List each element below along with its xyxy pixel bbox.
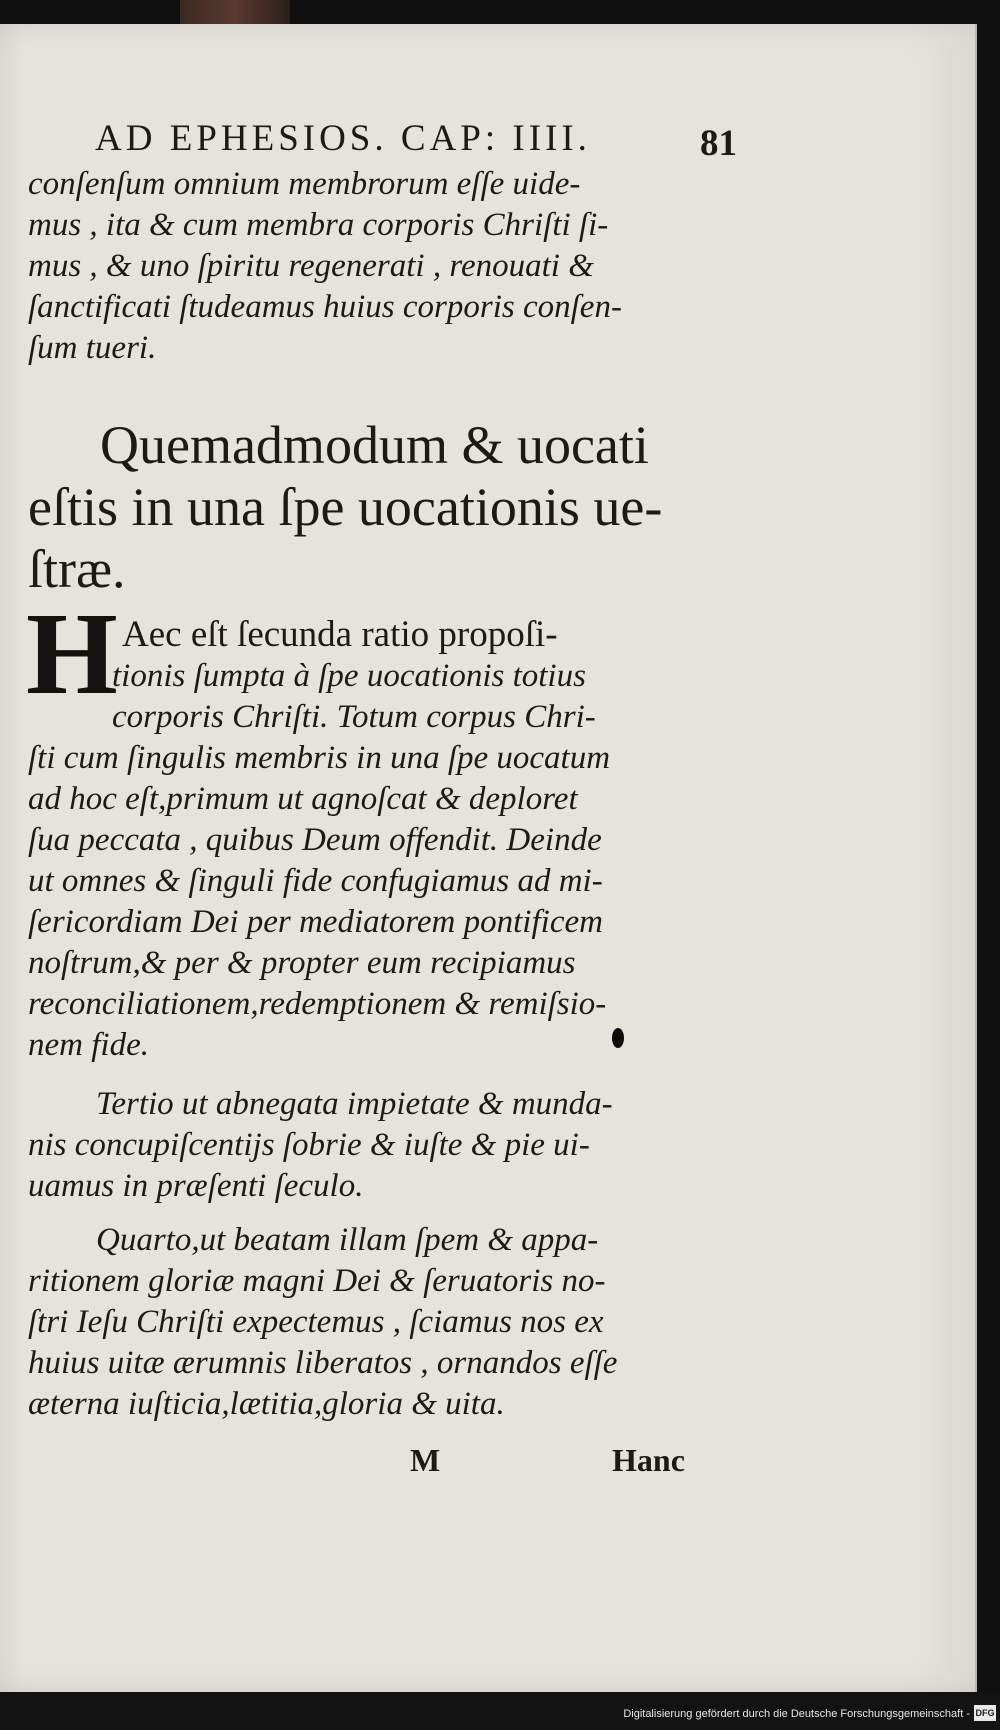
commentary-paragraph xyxy=(28,738,610,1066)
text-line: Tertio ut abnegata impietate & munda- xyxy=(96,1086,613,1122)
catchword: Hanc xyxy=(612,1442,685,1478)
binding-stain xyxy=(180,0,290,24)
quarto-paragraph xyxy=(28,1220,617,1425)
signature-mark: M xyxy=(410,1442,441,1478)
text-line: ſua peccata , quibus Deum offendit. Deinde xyxy=(28,822,602,858)
text-line: nem fide. xyxy=(28,1027,149,1063)
text-line: uamus in præſenti ſeculo. xyxy=(28,1168,364,1204)
book-page xyxy=(0,24,977,1692)
footer-credit: Digitalisierung gefördert durch die Deutsche Forschungsgemeinschaft - xyxy=(623,1708,970,1720)
text-line: ritionem gloriæ magni Dei & ſeruatoris no- xyxy=(28,1263,606,1299)
text-line: huius uitæ ærumnis liberatos , ornandos eſſe xyxy=(28,1345,618,1381)
tertio-paragraph xyxy=(28,1084,613,1207)
scan-top-border xyxy=(0,0,1000,24)
scan-right-border xyxy=(975,0,1000,1692)
text-line: mus , ita & cum membra corporis Chriſti ſi- xyxy=(28,207,609,243)
dfg-logo: DFG xyxy=(974,1705,996,1721)
text-line: ſum tueri. xyxy=(28,330,157,366)
text-line: reconciliationem,redemptionem & remiſsio- xyxy=(28,986,607,1022)
folio-number: 81 xyxy=(700,123,737,164)
text-line: ut omnes & ſinguli fide confugiamus ad mi- xyxy=(28,863,603,899)
text-line: mus , & uno ſpiritu regenerati , renouati & xyxy=(28,248,594,284)
text-line: conſenſum omnium membrorum eſſe uide- xyxy=(28,166,581,202)
text-line: Quarto,ut beatam illam ſpem & appa- xyxy=(96,1222,599,1258)
drop-capital: H xyxy=(26,588,118,719)
lemma-line: ſtræ. xyxy=(28,539,126,599)
lemma-line: Quemadmodum & uocati xyxy=(100,415,649,475)
top-paragraph xyxy=(28,164,622,369)
text-line: æterna iuſticia,lætitia,gloria & uita. xyxy=(28,1386,505,1422)
running-head: AD EPHESIOS. CAP: IIII. xyxy=(95,118,591,159)
text-line: ſtri Ieſu Chriſti expectemus , ſciamus nos ex xyxy=(28,1304,604,1340)
text-line: noſtrum,& per & propter eum recipiamus xyxy=(28,945,576,981)
text-line: ſanctificati ſtudeamus huius corporis conſen- xyxy=(28,289,622,325)
text-line: corporis Chriſti. Totum corpus Chri- xyxy=(112,699,596,735)
text-line: ad hoc eſt,primum ut agnoſcat & deploret xyxy=(28,781,578,817)
ink-blot xyxy=(612,1028,624,1048)
lemma-line: eſtis in una ſpe uocationis ue- xyxy=(28,477,663,537)
commentary-indented xyxy=(112,656,596,738)
commentary-first-line: Aec eſt ſecunda ratio propoſi- xyxy=(122,614,558,655)
text-line: tionis ſumpta à ſpe uocationis totius xyxy=(112,658,586,694)
text-line: nis concupiſcentijs ſobrie & iuſte & pie ui- xyxy=(28,1127,590,1163)
lemma-heading xyxy=(28,414,698,600)
text-line: ſti cum ſingulis membris in una ſpe uocatum xyxy=(28,740,611,776)
text-line: ſericordiam Dei per mediatorem pontificem xyxy=(28,904,603,940)
